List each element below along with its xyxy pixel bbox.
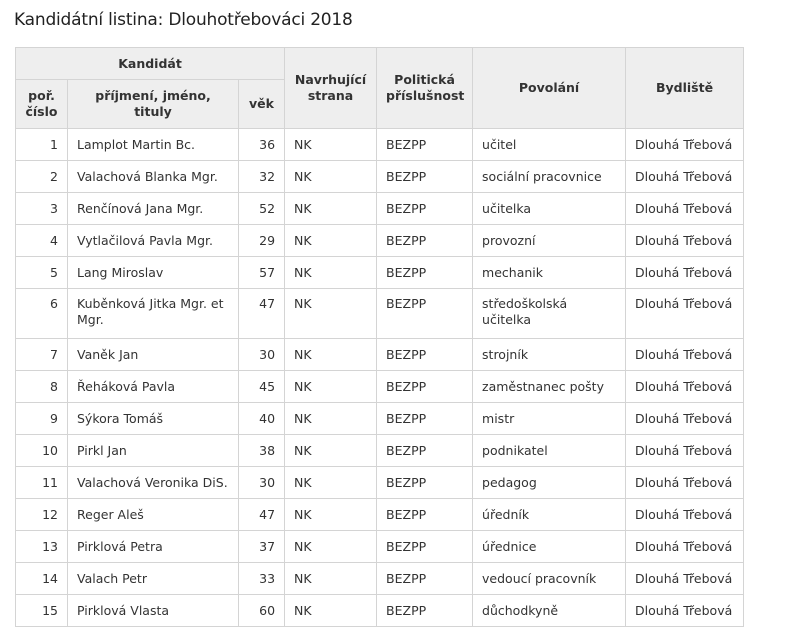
political-affiliation: BEZPP — [377, 193, 473, 225]
political-affiliation: BEZPP — [377, 435, 473, 467]
table-row — [16, 435, 744, 467]
header-jmeno: příjmení, jméno, tituly — [68, 80, 239, 129]
residence: Dlouhá Třebová — [626, 531, 744, 563]
nominating-party: NK — [285, 161, 377, 193]
page-title: Kandidátní listina: Dlouhotřebováci 2018 — [14, 10, 353, 30]
political-affiliation: BEZPP — [377, 225, 473, 257]
candidate-name: Valach Petr — [68, 563, 239, 595]
occupation: mistr — [473, 403, 626, 435]
nominating-party: NK — [285, 595, 377, 627]
political-affiliation: BEZPP — [377, 531, 473, 563]
header-bydliste: Bydliště — [626, 48, 744, 129]
header-poradove-cislo: poř. číslo — [16, 80, 68, 129]
candidate-name: Kuběnková Jitka Mgr. et Mgr. — [68, 289, 239, 339]
nominating-party: NK — [285, 563, 377, 595]
residence: Dlouhá Třebová — [626, 193, 744, 225]
occupation: učitel — [473, 129, 626, 161]
political-affiliation: BEZPP — [377, 161, 473, 193]
header-kandidat: Kandidát — [16, 48, 285, 80]
nominating-party: NK — [285, 129, 377, 161]
residence: Dlouhá Třebová — [626, 289, 744, 339]
political-affiliation: BEZPP — [377, 339, 473, 371]
candidate-age: 47 — [239, 289, 285, 339]
header-povolani: Povolání — [473, 48, 626, 129]
row-number: 1 — [16, 129, 68, 161]
occupation: mechanik — [473, 257, 626, 289]
occupation: vedoucí pracovník — [473, 563, 626, 595]
table-row — [16, 129, 744, 161]
header-row-top — [16, 48, 744, 80]
residence: Dlouhá Třebová — [626, 257, 744, 289]
table-row — [16, 595, 744, 627]
header-politicka-prislusnost: Politická příslušnost — [377, 48, 473, 129]
candidate-age: 30 — [239, 339, 285, 371]
candidate-name: Valachová Blanka Mgr. — [68, 161, 239, 193]
residence: Dlouhá Třebová — [626, 595, 744, 627]
table-row — [16, 225, 744, 257]
residence: Dlouhá Třebová — [626, 129, 744, 161]
table-row — [16, 161, 744, 193]
residence: Dlouhá Třebová — [626, 499, 744, 531]
table-row — [16, 289, 744, 339]
row-number: 2 — [16, 161, 68, 193]
nominating-party: NK — [285, 257, 377, 289]
occupation: sociální pracovnice — [473, 161, 626, 193]
candidate-age: 36 — [239, 129, 285, 161]
row-number: 8 — [16, 371, 68, 403]
candidate-age: 52 — [239, 193, 285, 225]
table-row — [16, 499, 744, 531]
row-number: 3 — [16, 193, 68, 225]
candidate-age: 29 — [239, 225, 285, 257]
occupation: strojník — [473, 339, 626, 371]
row-number: 14 — [16, 563, 68, 595]
candidate-age: 32 — [239, 161, 285, 193]
candidate-name: Řeháková Pavla — [68, 371, 239, 403]
occupation: zaměstnanec pošty — [473, 371, 626, 403]
political-affiliation: BEZPP — [377, 563, 473, 595]
table-row — [16, 531, 744, 563]
occupation: středoškolská učitelka — [473, 289, 626, 339]
row-number: 5 — [16, 257, 68, 289]
nominating-party: NK — [285, 339, 377, 371]
residence: Dlouhá Třebová — [626, 403, 744, 435]
nominating-party: NK — [285, 193, 377, 225]
candidate-name: Reger Aleš — [68, 499, 239, 531]
row-number: 6 — [16, 289, 68, 339]
table-row — [16, 563, 744, 595]
occupation: důchodkyně — [473, 595, 626, 627]
occupation: úředník — [473, 499, 626, 531]
candidate-name: Pirkl Jan — [68, 435, 239, 467]
political-affiliation: BEZPP — [377, 499, 473, 531]
row-number: 9 — [16, 403, 68, 435]
row-number: 11 — [16, 467, 68, 499]
table-row — [16, 257, 744, 289]
nominating-party: NK — [285, 289, 377, 339]
header-navrhujici-strana: Navrhující strana — [285, 48, 377, 129]
nominating-party: NK — [285, 403, 377, 435]
residence: Dlouhá Třebová — [626, 225, 744, 257]
candidate-name: Pirklová Petra — [68, 531, 239, 563]
row-number: 10 — [16, 435, 68, 467]
row-number: 12 — [16, 499, 68, 531]
occupation: úřednice — [473, 531, 626, 563]
occupation: pedagog — [473, 467, 626, 499]
candidate-age: 57 — [239, 257, 285, 289]
political-affiliation: BEZPP — [377, 403, 473, 435]
candidate-age: 40 — [239, 403, 285, 435]
candidate-name: Lamplot Martin Bc. — [68, 129, 239, 161]
nominating-party: NK — [285, 467, 377, 499]
residence: Dlouhá Třebová — [626, 467, 744, 499]
candidate-age: 30 — [239, 467, 285, 499]
table-row — [16, 371, 744, 403]
political-affiliation: BEZPP — [377, 595, 473, 627]
residence: Dlouhá Třebová — [626, 339, 744, 371]
candidate-name: Lang Miroslav — [68, 257, 239, 289]
occupation: provozní — [473, 225, 626, 257]
header-vek: věk — [239, 80, 285, 129]
residence: Dlouhá Třebová — [626, 435, 744, 467]
row-number: 15 — [16, 595, 68, 627]
table-row — [16, 467, 744, 499]
residence: Dlouhá Třebová — [626, 371, 744, 403]
candidate-age: 45 — [239, 371, 285, 403]
candidate-name: Vaněk Jan — [68, 339, 239, 371]
nominating-party: NK — [285, 371, 377, 403]
occupation: podnikatel — [473, 435, 626, 467]
candidate-age: 38 — [239, 435, 285, 467]
candidate-age: 47 — [239, 499, 285, 531]
political-affiliation: BEZPP — [377, 257, 473, 289]
occupation: učitelka — [473, 193, 626, 225]
candidate-age: 60 — [239, 595, 285, 627]
nominating-party: NK — [285, 499, 377, 531]
candidate-age: 33 — [239, 563, 285, 595]
row-number: 13 — [16, 531, 68, 563]
political-affiliation: BEZPP — [377, 467, 473, 499]
political-affiliation: BEZPP — [377, 371, 473, 403]
table-row — [16, 193, 744, 225]
nominating-party: NK — [285, 531, 377, 563]
nominating-party: NK — [285, 225, 377, 257]
candidate-name: Pirklová Vlasta — [68, 595, 239, 627]
table-row — [16, 339, 744, 371]
candidate-age: 37 — [239, 531, 285, 563]
candidate-name: Renčínová Jana Mgr. — [68, 193, 239, 225]
residence: Dlouhá Třebová — [626, 563, 744, 595]
candidate-name: Sýkora Tomáš — [68, 403, 239, 435]
row-number: 4 — [16, 225, 68, 257]
row-number: 7 — [16, 339, 68, 371]
table-row — [16, 403, 744, 435]
candidate-name: Valachová Veronika DiS. — [68, 467, 239, 499]
nominating-party: NK — [285, 435, 377, 467]
political-affiliation: BEZPP — [377, 129, 473, 161]
political-affiliation: BEZPP — [377, 289, 473, 339]
residence: Dlouhá Třebová — [626, 161, 744, 193]
table-body — [16, 129, 744, 627]
candidate-table — [15, 47, 744, 627]
candidate-name: Vytlačilová Pavla Mgr. — [68, 225, 239, 257]
